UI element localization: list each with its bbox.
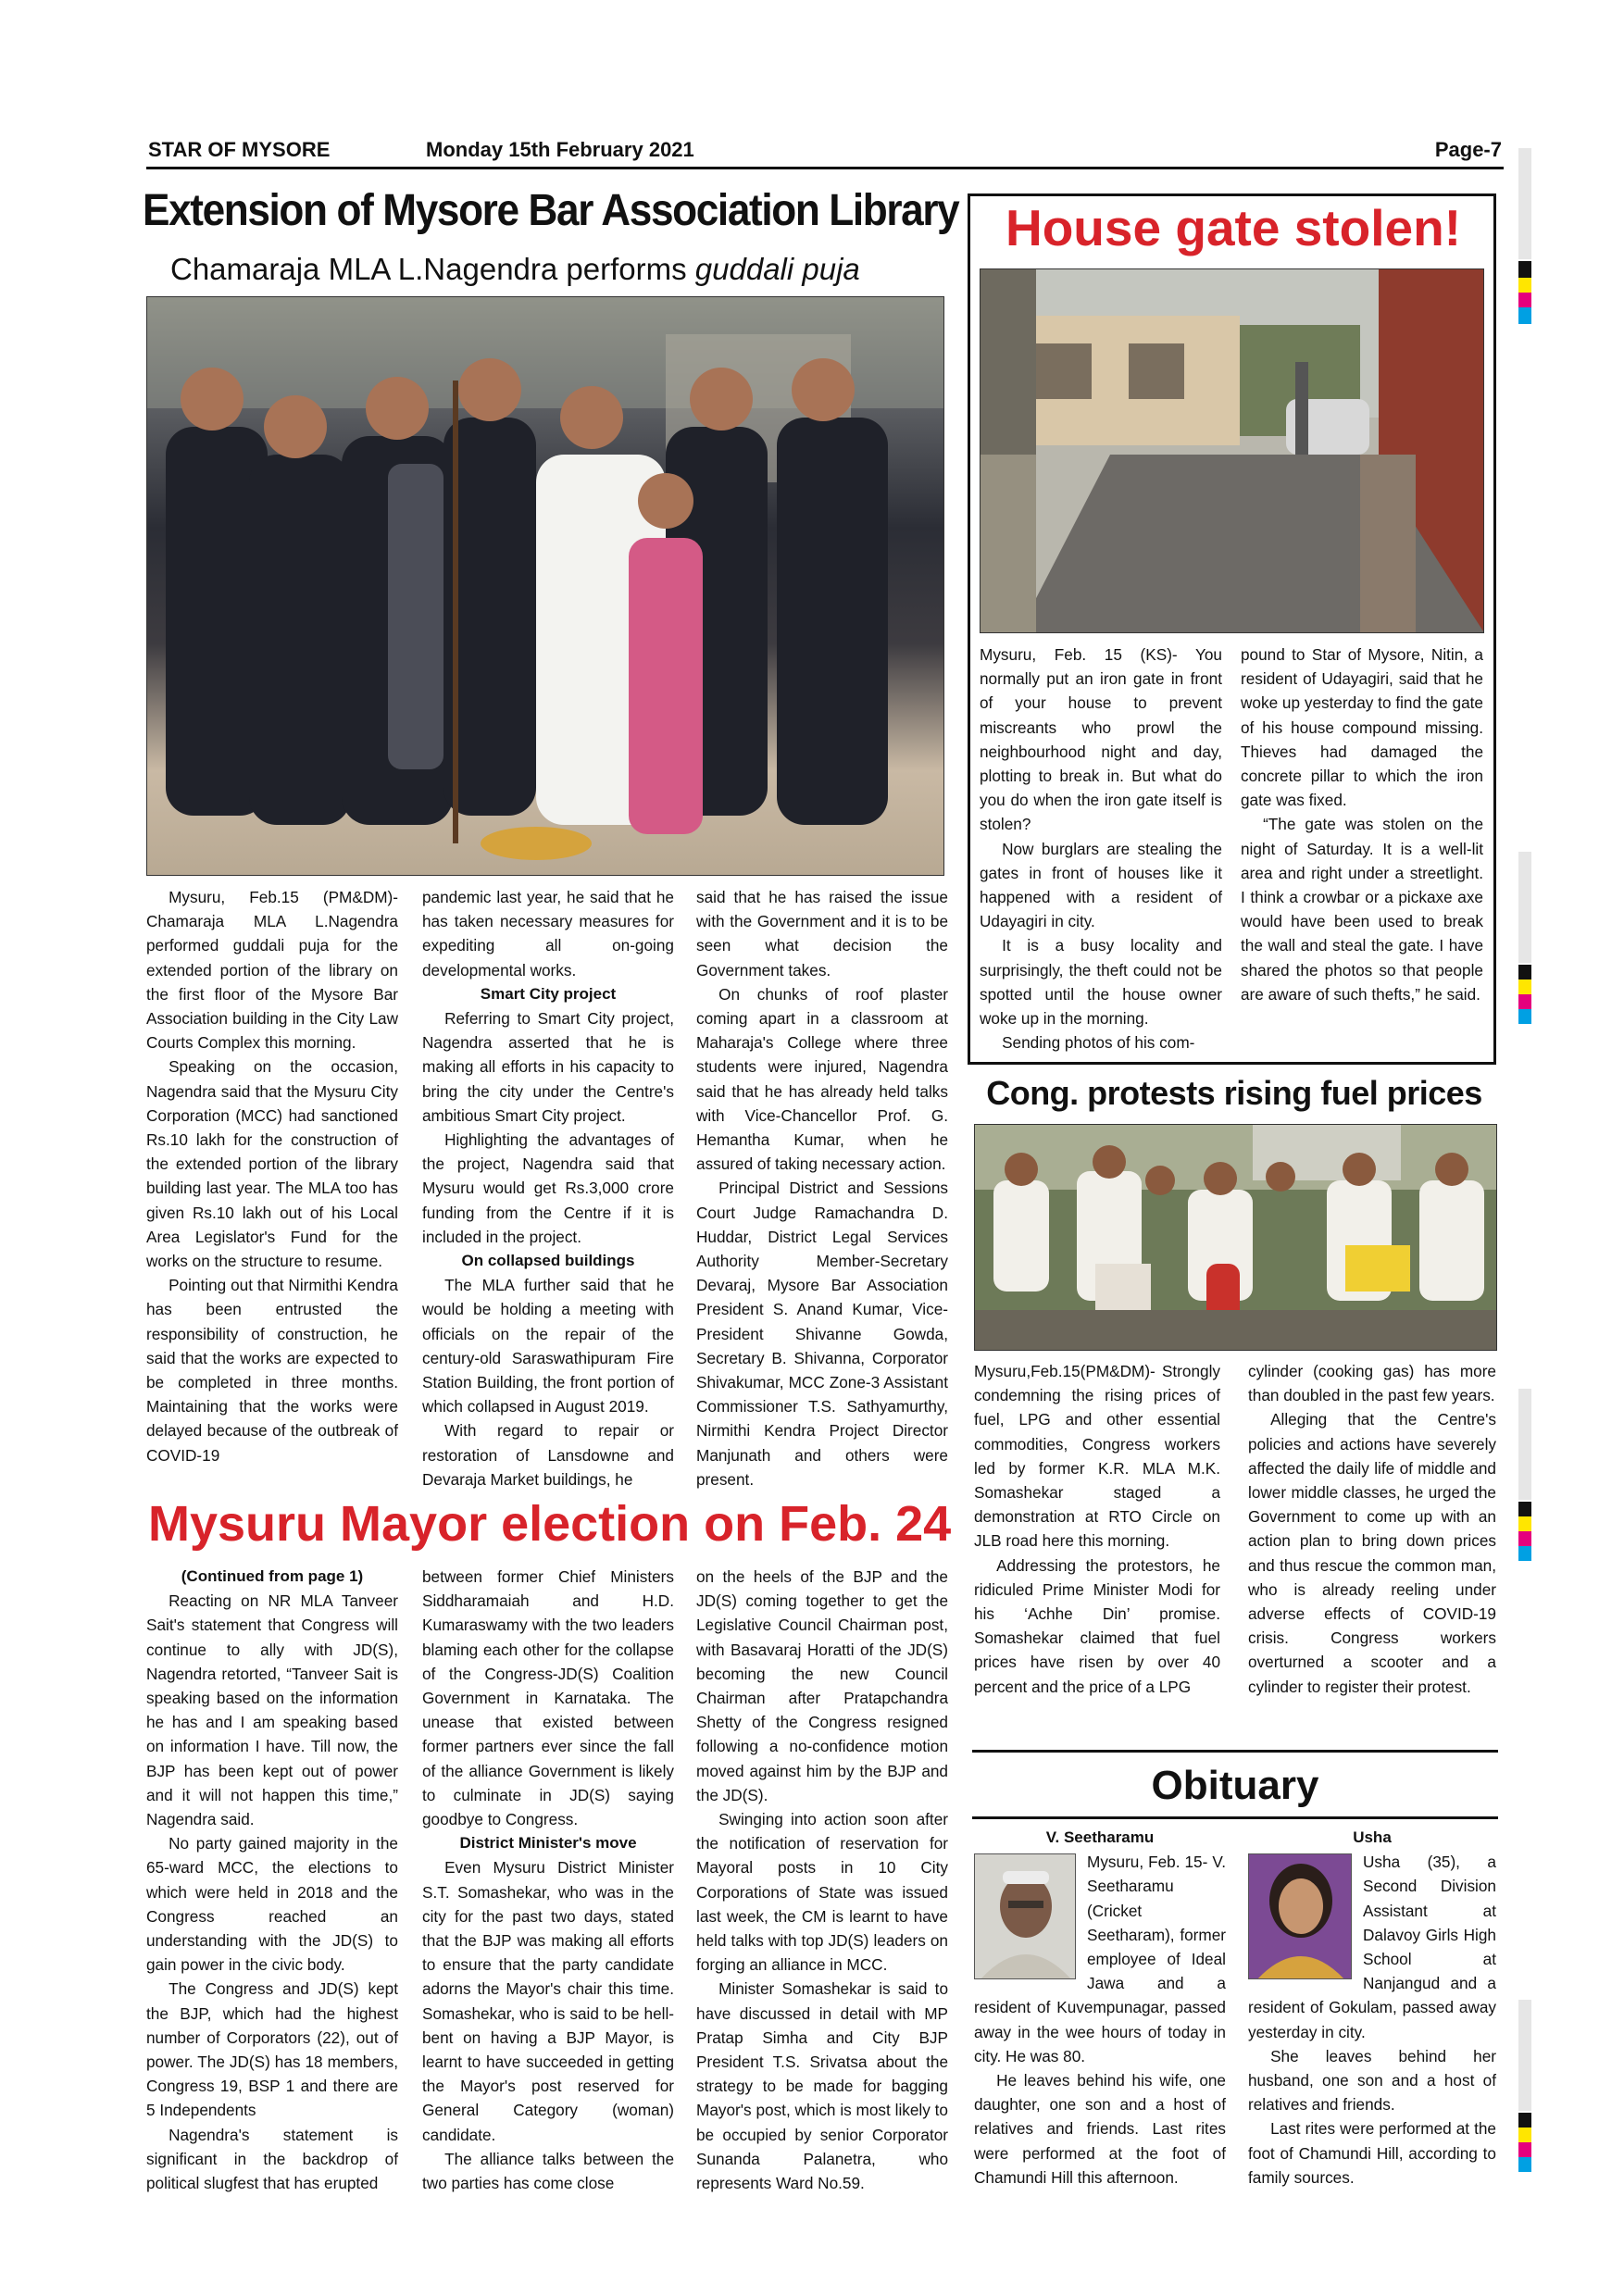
obit-photo-2 [1248,1853,1352,1979]
obituary-top-rule [972,1750,1498,1753]
mayor-col1-p4: Nagendra's statement is significant in the backdrop of political slugfest that has erupted [146,2125,398,2193]
obit-text-2b: She leaves behind her husband, one son and a host of relatives and friends. [1248,2046,1496,2115]
mayor-col-1 [146,1565,398,2195]
gate-col2-p1: pound to Star of Mysore, Nitin, a resident of Udayagiri, said that he woke up yesterday to find the gate of his house compound missing. Thieves had damaged the concrete pillar to which the iron gate was fixed. [1241,645,1483,810]
fuel-col1-p1: Mysuru,Feb.15(PM&DM)- Strongly condemning the rising prices of fuel, LPG and other essential commodities, Congress workers led by former K.R. MLA M.K. Somashekar staged a demonstration at RTO Circle on JLB road here this morning. [974,1362,1220,1551]
page-number: Page-7 [1434,138,1502,161]
registration-bar-top [1518,148,1531,259]
bar-col2-p1: pandemic last year, he said that he has taken necessary measures for expediting all on-going developmental works. [422,888,674,980]
registration-black-2 [1518,965,1531,980]
obit-text-1b: He leaves behind his wife, one daughter, one son and a host of relatives and friends. Last rites were performed at the foot of Chamundi Hill this afternoon. [974,2071,1226,2187]
fuel-col2-p1: cylinder (cooking gas) has more than doubled in the past few years. [1248,1362,1496,1405]
obituary-rule [972,1816,1498,1819]
registration-bar-bottom [1518,2000,1531,2111]
bar-col3-p2: On chunks of roof plaster coming apart in a classroom at Maharaja's College where three students were injured, Nagendra said that he has already held talks with Vice-Chancellor Prof. G. Hemantha Kumar, when he assured of taking necessary action. [696,984,948,1174]
fuel-photo [974,1124,1497,1351]
registration-cyan-4 [1518,2157,1531,2172]
gate-col1-p2: Now burglars are stealing the gates in front of houses like it happened with a resident of Udayagiri in city. [980,839,1222,931]
mayor-col2-p1: between former Chief Ministers Siddharamaiah and H.D. Kumaraswamy with the two leaders blaming each other for the collapse of the Congress-JD(S) Coalition Government in Karnataka. The unease that existed between former partners ever since the fall of the alliance Government is likely to culminate in JD(S) saying goodbye to Congress. [422,1567,674,1829]
fuel-headline: Cong. protests rising fuel prices [986,1074,1482,1112]
bar-col-1 [146,885,398,1467]
registration-yellow-4 [1518,2128,1531,2142]
registration-bar-low [1518,1389,1531,1500]
protest-photo-icon [975,1125,1497,1351]
bar-col-3 [696,885,948,1491]
bar-col1-p2: Speaking on the occasion, Nagendra said that the Mysuru City Corporation (MCC) had sanctioned Rs.10 lakh for the construction of the extended portion of the library building last year. The MLA too has given Rs.10 lakh out of his Local Area Legislator's Fund for the works on the structure to resume. [146,1057,398,1271]
mayor-continued: (Continued from page 1) [181,1567,364,1585]
woman-portrait-icon [1249,1854,1352,1979]
mayor-col1-p1: Reacting on NR MLA Tanveer Sait's statement that Congress will continue to ally with JD(S), Nagendra retorted, “Tanveer Sait is speaking based on the information he has and I am speaking based on information I have. Till now, the BJP has been kept out of power and it will not happen this time,” Nagendra said. [146,1591,398,1829]
obit-text-2c: Last rites were performed at the foot of Chamundi Hill, according to family sources. [1248,2119,1496,2187]
registration-bar-mid [1518,852,1531,963]
bar-col3-p1: said that he has raised the issue with the Government and it is to be seen what decision the Government takes. [696,888,948,980]
mayor-subhead-minister: District Minister's move [459,1834,637,1853]
registration-yellow [1518,278,1531,293]
issue-date: Monday 15th February 2021 [426,138,694,161]
bar-col2-p4: The MLA further said that he would be holding a meeting with officials on the repair of the century-old Saraswathipuram Fire Station Building, the front portion of which collapsed in August 2019. [422,1276,674,1416]
bar-subhead [170,250,860,289]
registration-black-4 [1518,2113,1531,2128]
registration-cyan-2 [1518,1009,1531,1024]
man-portrait-icon [975,1854,1076,1979]
obit-name-1: V. Seetharamu [1045,1828,1155,1846]
bar-group-photo [146,296,944,876]
group-photo-icon [147,297,944,876]
fuel-col-2 [1248,1359,1496,1699]
obituary-title: Obituary [1151,1763,1319,1808]
bar-subhead-collapsed: On collapsed buildings [461,1252,635,1270]
mayor-col3-p2: Swinging into action soon after the notification of reservation for Mayoral posts in 10 City Corporations of State was issued last week, the CM is learnt to have held talks with top JD(S) leaders on forging an alliance in MCC. [696,1810,948,1975]
paper-name: STAR OF MYSORE [148,138,331,161]
bar-col2-p5: With regard to repair or restoration of Lansdowne and Devaraja Market buildings, he [422,1421,674,1489]
gate-photo [980,268,1484,633]
obit-name-2: Usha [1353,1828,1392,1846]
obit-col-2 [1248,1826,1496,2190]
registration-yellow-2 [1518,980,1531,994]
registration-magenta [1518,293,1531,307]
mayor-col-3 [696,1565,948,2195]
fuel-col-1 [974,1359,1220,1699]
mayor-col2-p2: Even Mysuru District Minister S.T. Somashekar, who was in the city for the past two days, stated that the BJP was making all efforts to ensure that the party candidate adorns the Mayor's chair this time. Somashekar, who is said to be hell-bent on having a BJP Mayor, is learnt to have succeeded in getting the Mayor's post reserved for General Category (woman) candidate. [422,1858,674,2144]
gate-col1-p1: Mysuru, Feb. 15 (KS)- You normally put an iron gate in front of your house to prevent miscreants who prowl the neighbourhood night and day, plotting to break in. But what do you do when the iron gate itself is stolen? [980,645,1222,834]
registration-magenta-4 [1518,2142,1531,2157]
mayor-col1-p2: No party gained majority in the 65-ward MCC, the elections to which were held in 2018 and the Congress reached an understanding with the JD(S) to gain power in the civic body. [146,1834,398,1975]
bar-col2-p3: Highlighting the advantages of the project, Nagendra said that Mysuru would get Rs.3,000 crore funding from the Centre if it is included in the project. [422,1130,674,1246]
gate-col2-p2: “The gate was stolen on the night of Saturday. It is a well-lit area and right under a streetlight. I think a crowbar or a pickaxe axe would have been used to break the wall and steal the gate. I have shared the photos so that people are aware of such thefts,” he said. [1241,815,1483,1004]
registration-cyan [1518,307,1531,324]
gate-col-1 [980,643,1222,1054]
mayor-headline: Mysuru Mayor election on Feb. 24 [148,1496,952,1552]
obit-col-1 [974,1826,1226,2190]
mayor-col-2 [422,1565,674,2195]
mayor-col2-p3: The alliance talks between the two parties has come close [422,2149,674,2193]
registration-black-3 [1518,1502,1531,1516]
bar-subhead-text: Chamaraja MLA L.Nagendra performs guddali puja [170,252,860,286]
gate-col1-p4: Sending photos of his com- [1002,1033,1195,1053]
header-rule [146,167,1504,169]
registration-yellow-3 [1518,1516,1531,1531]
registration-cyan-3 [1518,1546,1531,1561]
registration-black [1518,261,1531,278]
obit-photo-1 [974,1853,1076,1979]
fuel-col1-p2: Addressing the protestors, he ridiculed Prime Minister Modi for his ‘Achhe Din’ promise. Somashekar claimed that fuel prices have risen by over 40 percent and the price of a LPG [974,1555,1220,1696]
gate-photo-icon [981,269,1484,633]
bar-col1-p1: Mysuru, Feb.15 (PM&DM)- Chamaraja MLA L.Nagendra performed guddali puja for the extended portion of the library on the first floor of the Mysore Bar Association building in the City Law Courts Complex this morning. [146,888,398,1053]
registration-magenta-2 [1518,994,1531,1009]
gate-col-2 [1241,643,1483,1006]
bar-col-2 [422,885,674,1491]
gate-col1-p3: It is a busy locality and surprisingly, the theft could not be spotted until the house owner woke up in the morning. [980,936,1222,1029]
mayor-col1-p3: The Congress and JD(S) kept the BJP, which had the highest number of Corporators (22), out of power. The JD(S) has 18 members, Congress 19, BSP 1 and there are 5 Independents [146,1979,398,2120]
bar-headline: Extension of Mysore Bar Association Library [143,186,959,235]
bar-col3-p3: Principal District and Sessions Court Judge Ramachandra D. Huddar, District Legal Services Authority Member-Secretary Devaraj, Mysore Bar Association President S. Anand Kumar, Vice-President Shivanne Gowda, Secretary B. Shivanna, Corporator Shivakumar, MCC Zone-3 Assistant Commissioner T.S. Sathyamurthy, Nirmithi Kendra Project Director Manjunath and others were present. [696,1179,948,1489]
registration-magenta-3 [1518,1531,1531,1546]
bar-col1-p3: Pointing out that Nirmithi Kendra has been entrusted the responsibility of construction, he said that the works are expected to be completed in three months. Maintaining that the works were delayed because of the outbreak of COVID-19 [146,1276,398,1465]
obit-text-2a: Usha (35), a Second Division Assistant at Dalavoy Girls High School at Nanjangud and a resident of Gokulam, passed away yesterday in city. [1248,1853,1496,2041]
bar-subhead-smart-city: Smart City project [480,984,617,1003]
mayor-col3-p1: on the heels of the BJP and the JD(S) coming together to get the Legislative Council Chairman post, with Basavaraj Horatti of the JD(S) becoming the new Council Chairman after Pratapchandra Shetty of the Congress resigned following a no-confidence motion moved against him by the BJP and the JD(S). [696,1567,948,1804]
mayor-col3-p3: Minister Somashekar is said to have discussed in detail with MP Pratap Simha and City BJP President T.S. Srivatsa about the strategy to be made for bagging Mayor's post, which is most likely to be occupied by senior Corporator Sunanda Palanetra, who represents Ward No.59. [696,1979,948,2193]
obit-text-1a: Mysuru, Feb. 15- V. Seetharamu (Cricket Seetharam), former employee of Ideal Jawa and a resident of Kuvempunagar, passed away in the wee hours of today in city. He was 80. [974,1853,1226,2065]
gate-headline: House gate stolen! [1005,199,1462,256]
bar-col2-p2: Referring to Smart City project, Nagendra asserted that he is making all efforts in his capacity to bring the city under the Centre's ambitious Smart City project. [422,1009,674,1125]
fuel-col2-p2: Alleging that the Centre's policies and actions have severely affected the daily life of middle and lower middle classes, he urged the Government to come up with an action plan to bring down prices and thus rescue the common man, who is already reeling under adverse effects of COVID-19 crisis. Congress workers overturned a scooter and a cylinder to register their protest. [1248,1410,1496,1696]
